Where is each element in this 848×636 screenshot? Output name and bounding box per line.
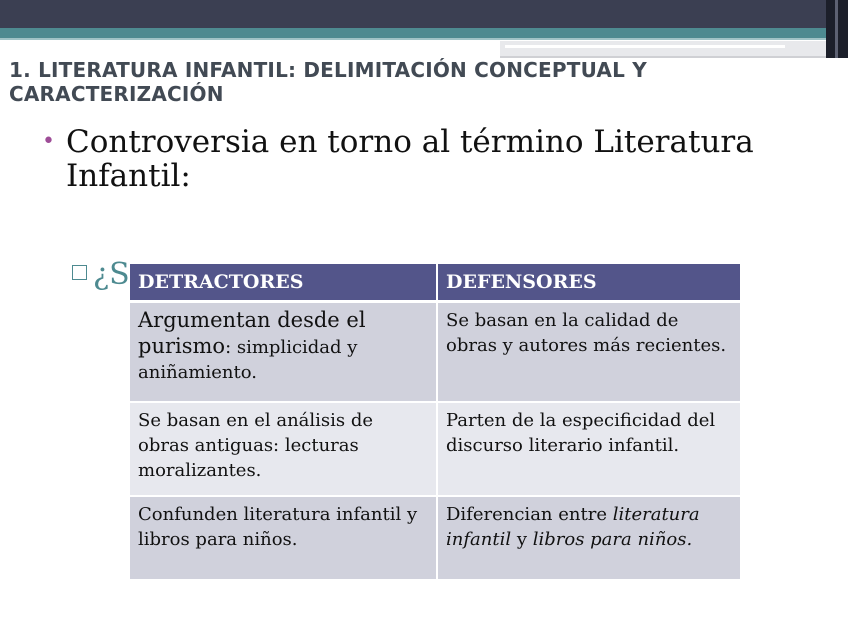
decorative-tab — [500, 41, 830, 58]
header-detractores: DETRACTORES — [130, 264, 437, 302]
bullet-sub-text: ¿S — [93, 257, 130, 292]
slide-title: 1. LITERATURA INFANTIL: DELIMITACIÓN CONCEPTUAL Y CARACTERIZACIÓN — [9, 58, 647, 106]
round-bullet-icon: • — [42, 129, 55, 154]
table-row — [130, 496, 741, 580]
bullet-main — [42, 125, 822, 193]
table-row — [130, 402, 741, 496]
light-stripe — [0, 38, 830, 40]
header-defensores: DEFENSORES — [437, 264, 741, 302]
table-cell: Parten de la especificidad del discurso literario infantil. — [437, 402, 741, 496]
square-bullet-icon — [72, 265, 87, 280]
table-header-row — [130, 264, 741, 302]
table-cell: Argumentan desde el purismo: simplicidad y aniñamiento. — [130, 302, 437, 403]
bullet-main-text: Controversia en torno al término Literatura Infantil: — [66, 124, 754, 194]
bullet-sub — [72, 258, 130, 292]
corner-stripe — [835, 0, 838, 58]
table-cell: Se basan en la calidad de obras y autores más recientes. — [437, 302, 741, 403]
table-cell: Diferencian entre literatura infantil y libros para niños. — [437, 496, 741, 580]
decorative-line — [505, 45, 785, 48]
table-cell: Confunden literatura infantil y libros para niños. — [130, 496, 437, 580]
top-banner — [0, 0, 848, 28]
table-cell: Se basan en el análisis de obras antiguas: lecturas moralizantes. — [130, 402, 437, 496]
table-row — [130, 302, 741, 403]
comparison-table — [130, 264, 742, 581]
teal-stripe — [0, 28, 830, 38]
